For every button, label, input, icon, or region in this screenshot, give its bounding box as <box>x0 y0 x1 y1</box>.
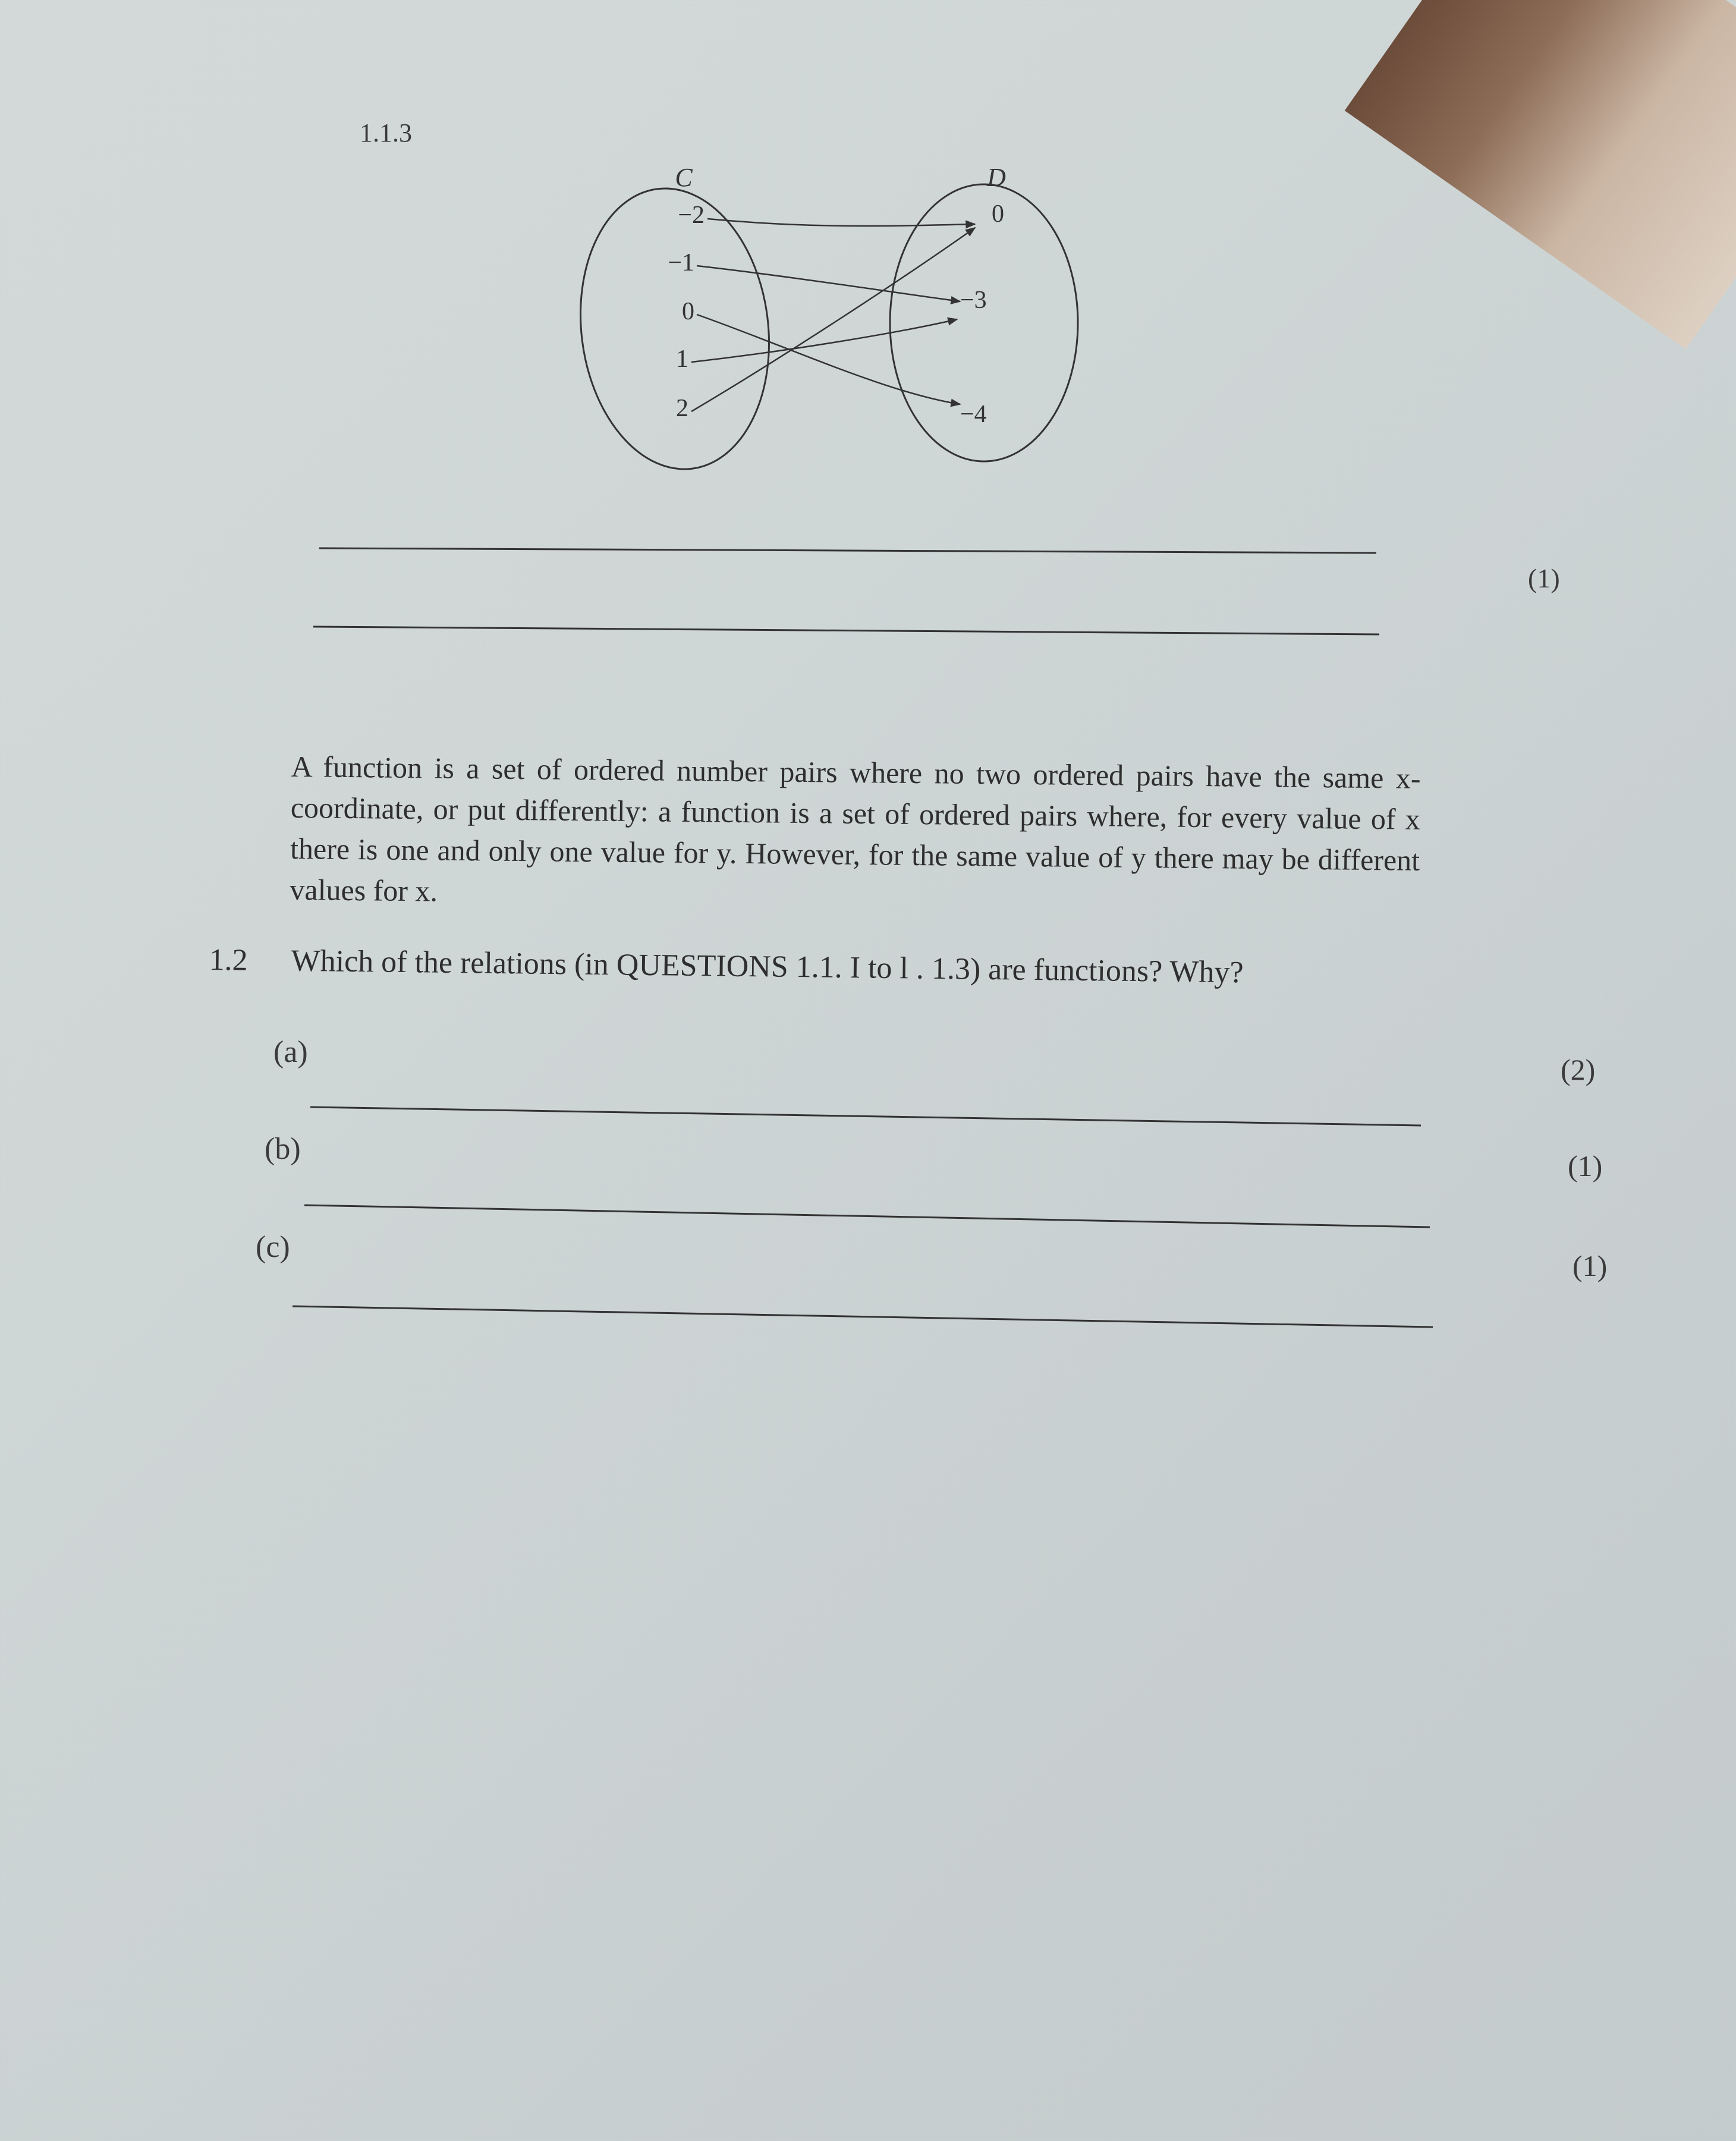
part-a-label: (a) <box>273 1035 308 1069</box>
set-d-element: −3 <box>960 287 987 314</box>
answer-line-a <box>310 1107 1421 1125</box>
answer-line <box>313 627 1379 634</box>
function-definition <box>290 746 1421 922</box>
set-c-element: −2 <box>678 202 705 229</box>
answer-line <box>319 548 1376 553</box>
set-c-element: 1 <box>676 345 688 373</box>
set-d-label: D <box>987 163 1006 192</box>
part-a-marks: (2) <box>1561 1053 1596 1086</box>
part-c-label: (c) <box>256 1230 290 1264</box>
set-c-element: −1 <box>668 249 694 276</box>
part-c-marks: (1) <box>1573 1249 1608 1282</box>
question-1-2-number: 1.2 <box>209 942 248 977</box>
set-d-element: −4 <box>960 401 987 428</box>
set-d-element: 0 <box>992 200 1004 228</box>
part-b-marks: (1) <box>1568 1149 1603 1183</box>
answer-line-c <box>293 1306 1433 1327</box>
question-1-2-text: Which of the relations (in QUESTIONS 1.1. I to l . 1.3) are functions? Why? <box>291 944 1244 990</box>
question-number-1-1-3: 1.1.3 <box>360 118 412 147</box>
definition-text: A function is a set of ordered number pairs where no two ordered pairs have the same x-coordinate, or put differently: a function is a set of ordered pairs where, for every value of x there is one and only one value for y. However, for the same value of y there may be different values for x. <box>290 749 1421 908</box>
set-c-element: 2 <box>676 395 688 422</box>
marks-1-1-3: (1) <box>1528 563 1560 593</box>
set-c-element: 0 <box>682 298 694 325</box>
part-b-label: (b) <box>265 1132 301 1166</box>
answer-line-b <box>304 1205 1430 1227</box>
set-c-label: C <box>675 163 693 192</box>
